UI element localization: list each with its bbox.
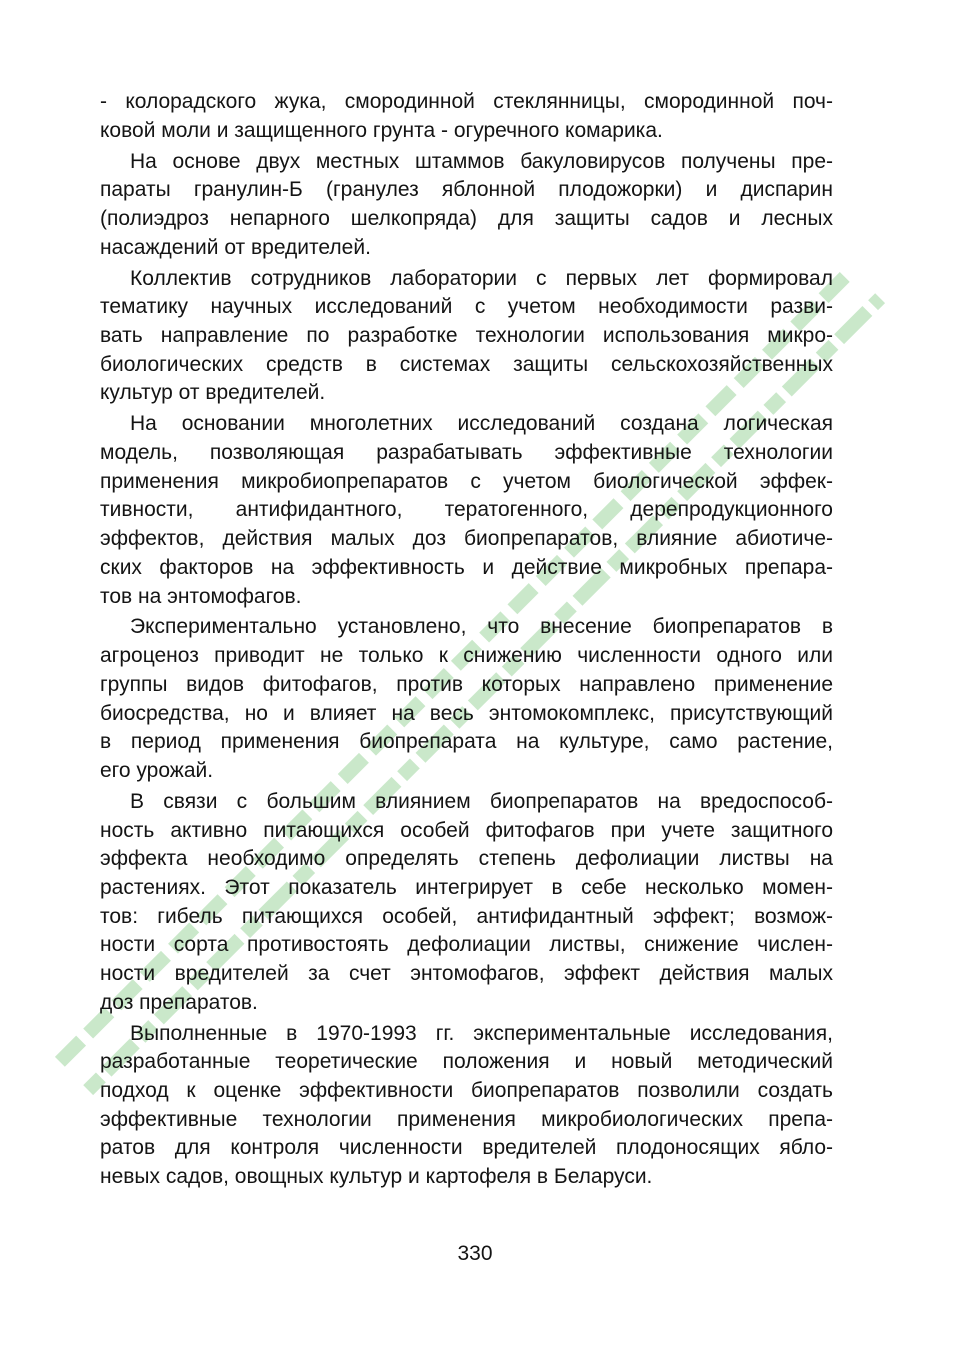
text-line: в период применения биопрепарата на культуре, само растение, [100, 730, 833, 754]
text-line: параты гранулин-Б (гранулез яблонной плодожорки) и диспарин [100, 178, 833, 202]
text-line: его урожай. [100, 758, 214, 782]
text-line: ковой моли и защищенного грунта - огуречного комарика. [100, 118, 663, 142]
text-line: ность активно питающихся особей фитофагов при учете защитного [100, 818, 833, 842]
text-line: - колорадского жука, смородинной стеклянницы, смородинной поч- [100, 90, 833, 113]
text-line: группы видов фитофагов, против которых направлено применение [100, 672, 833, 696]
text-line: эффективные технологии применения микробиологических препа- [100, 1107, 833, 1131]
text-line: биосредства, но и влияет на весь энтомокомплекс, присутствующий [100, 701, 833, 725]
text-line: (полиэдроз непарного шелкопряда) для защиты садов и лесных [100, 207, 833, 230]
text-line: модель, позволяющая разрабатывать эффективные технологии [100, 441, 833, 464]
text-line: вать направление по разработке технологии использования микро- [100, 324, 833, 347]
text-line: Экспериментально установлено, что внесение биопрепаратов в [130, 615, 833, 639]
text-line: эффектов, действия малых доз биопрепаратов, влияние абиотиче- [100, 527, 833, 551]
text-line: Выполненные в 1970-1993 гг. экспериментальные исследования, [130, 1021, 833, 1045]
text-line: В связи с большим влиянием биопрепаратов на вредоспособ- [130, 789, 833, 813]
text-line: применения микробиопрепаратов с учетом биологической эффек- [100, 469, 833, 493]
text-line: разработанные теоретические положения и новый методический [100, 1050, 833, 1074]
text-line: На основании многолетних исследований создана логическая [130, 412, 833, 436]
text-line: эффекта необходимо определять степень дефолиации листвы на [100, 847, 833, 871]
text-line: насаждений от вредителей. [100, 235, 371, 259]
text-line: подход к оценке эффективности биопрепаратов позволили создать [100, 1079, 833, 1102]
text-line: Коллектив сотрудников лаборатории с первых лет формировал [130, 266, 833, 290]
text-line: тов: гибель питающихся особей, антифидантный эффект; возмож- [100, 904, 833, 928]
page-number: 330 [457, 1242, 493, 1265]
text-line: доз препаратов. [100, 990, 258, 1014]
text-line: биологических средств в системах защиты сельскохозяйственных [100, 352, 833, 376]
text-line: невых садов, овощных культур и картофеля в Беларуси. [100, 1165, 653, 1189]
text-line: На основе двух местных штаммов бакуловирусов получены пре- [130, 149, 833, 173]
text-line: тов на энтомофагов. [100, 584, 302, 608]
text-line: культур от вредителей. [100, 381, 326, 405]
text-line: ских факторов на эффективность и действие микробных препара- [100, 555, 833, 579]
text-line: ратов для контроля численности вредителей плодоносящих ябло- [100, 1136, 833, 1160]
text-line: ности сорта противостоять дефолиации листвы, снижение числен- [100, 933, 833, 957]
text-line: растениях. Этот показатель интегрирует в себе несколько момен- [100, 875, 833, 899]
text-line: агроценоз приводит не только к снижению численности одного или [100, 644, 833, 668]
text-line: тивности, антифидантного, тератогенного, дерепродукционного [100, 498, 833, 522]
text-line: ности вредителей за счет энтомофагов, эффект действия малых [100, 962, 833, 985]
text-line: тематику научных исследований с учетом необходимости разви- [100, 295, 833, 319]
